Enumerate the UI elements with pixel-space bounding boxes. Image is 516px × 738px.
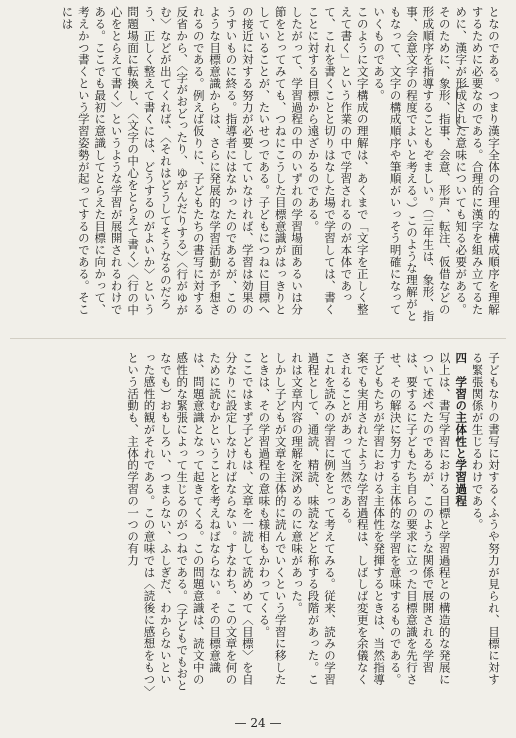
paragraph: これを読みの学習に例をとって考えてみる。従来、読みの学習過程として、通読、精読、味読などと称する段階があった。これは文章内容の理解を深めるのに意味があった。 xyxy=(290,352,337,686)
paragraph: 子どもなりの書写に対するくふうや努力が見られ、目標に対する緊張関係が生じるわけである。 xyxy=(470,352,501,686)
paragraph: しかし子どもが文章を主体的に読んでいくという学習に移したときは、その学習過程の意味も様相もかわってくる。 xyxy=(257,352,288,686)
annotation-bracket xyxy=(456,86,469,128)
lower-text-block xyxy=(18,352,502,697)
paragraph: したがって、学習過程の中のいずれの学習場面あるいは分節をとってみても、つねにこうした目標意識がはっきりとしていることが、たいせつである。子どもにつねに目標への接近に対する努力が必要していなければ、学習は効果のうすいものに終る。指導者にはなかったのであるが、このような目標意識からは、さらに発展的な学習活動が予想されるのである。例えば仮りに、子どもたちの書写に対する反省から、〈字がおどったり、ゆがんだりする〉〈行がゆがむ〉などが出てくれば、〈それはどうしてそうなるのだろう、正しく整えて書くには、どうするのがよいか〉という問題場面に転換し、〈文字の中心をとらえて書く〉〈行の中心をとらえて書く〉というような学習が展開されるわけである。ここでも最初に意識してとらえた目標に向かって、考えかつ書くという学習姿勢が起ってするのである。そこには xyxy=(60,6,305,316)
section-divider xyxy=(10,338,506,339)
section-heading: 四 学習の主体性と学習過程 xyxy=(454,352,469,507)
paragraph: 子どもたちが学習における主体性を発揮するときは、当然指導案でも実用されたような学習過程は、しばしば変更を余儀なくされることがあって当然である。 xyxy=(339,352,387,686)
upper-text-block xyxy=(22,6,502,324)
page-number: — 24 — xyxy=(234,716,282,730)
paragraph: このように文字構成の理解は、あくまで「文字を正しく整えて書く」という作業の中で学習されるのが本体であって、これを書くことと切りはなした場で学習しては、書くことに対する目標から遠ざかるのである。 xyxy=(306,6,370,316)
paragraph: ここではまず子どもは、文章を一読して読めめて〈目標〉を自分なりに設定しなければならない。すなわち、この文章を何のために読むかということを考えねばならない。その目標意識は、問題意識となって起きてくる。この問題意識は、読文中の感性的な緊張によって生じるのがつねである。（子どもでもおとなでも）おもしろい、つまらない、ふしぎだ、わからないといった感性的観がそれである。この意味では〈読後に感想をもつ〉という活動も、主体的学習の一つの有力 xyxy=(126,352,255,692)
paragraph: となのである。つまり漢字全体の合理的な構成順序を理解するために必要なのである。合理的に漢字を組み立てるために、漢字が形成された意味についても知る必要がある。そのために、象形、指事、会意、形声、転注、仮借などの形成順序を指導することもぞましい。（三年生は、象形、指事、会意文字の程度でよいと考える。）このような理解がともなって、文字の構成順序や筆順がいっそう明確になっていくものである。 xyxy=(372,6,501,322)
paragraph: 以上は、書写学習における目標と学習過程との構造的な発展について述べたのであるが、このような関係で展開される学習は、要するに子どもたち自らの要求に立った目標意識を先行させ、その解決に努力する主体的な学習を意味するものである。 xyxy=(388,352,452,686)
